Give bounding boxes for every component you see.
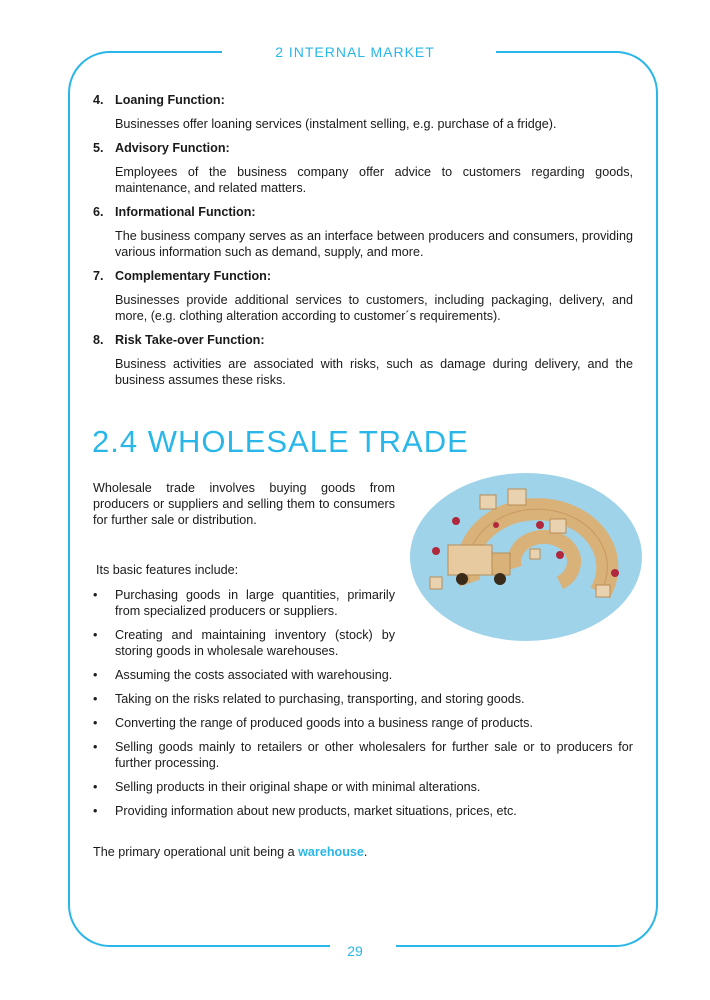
function-item xyxy=(93,332,633,388)
chapter-header: 2 INTERNAL MARKET xyxy=(275,44,435,60)
bullet-icon: • xyxy=(93,780,98,794)
functions-list xyxy=(93,92,633,396)
closing-sentence: The primary operational unit being a warehouse. xyxy=(93,845,368,859)
function-title: Loaning Function: xyxy=(115,93,225,107)
features-list xyxy=(93,587,633,827)
bullet-icon: • xyxy=(93,740,98,754)
section-intro: Wholesale trade involves buying goods from producers or suppliers and selling them to consumers for further sale or distribution. xyxy=(93,481,395,527)
list-item: • Converting the range of produced goods into a business range of products. xyxy=(93,716,533,730)
function-title: Informational Function: xyxy=(115,205,256,219)
function-number: 4. xyxy=(93,93,104,107)
function-text: Business activities are associated with risks, such as damage during delivery, and the business assumes these risks. xyxy=(115,357,633,387)
function-text: Businesses offer loaning services (instalment selling, e.g. purchase of a fridge). xyxy=(115,117,557,131)
function-text: Employees of the business company offer advice to customers regarding goods, maintenance, and related matters. xyxy=(115,165,633,195)
page-number: 29 xyxy=(347,943,363,959)
bullet-icon: • xyxy=(93,692,98,706)
function-title: Advisory Function: xyxy=(115,141,230,155)
section-title: 2.4 WHOLESALE TRADE xyxy=(92,424,469,459)
function-item xyxy=(93,204,633,260)
bullet-icon: • xyxy=(93,804,98,818)
list-item: • Purchasing goods in large quantities, primarily from specialized producers or suppliers. xyxy=(93,588,395,618)
list-item: • Taking on the risks related to purchasing, transporting, and storing goods. xyxy=(93,692,525,706)
list-item: • Selling products in their original shape or with minimal alterations. xyxy=(93,780,481,794)
function-number: 6. xyxy=(93,205,104,219)
list-item: • Assuming the costs associated with warehousing. xyxy=(93,668,393,682)
function-number: 8. xyxy=(93,333,104,347)
bullet-icon: • xyxy=(93,716,98,730)
features-label: Its basic features include: xyxy=(96,563,239,577)
function-number: 7. xyxy=(93,269,104,283)
function-title: Risk Take-over Function: xyxy=(115,333,265,347)
list-item: • Creating and maintaining inventory (stock) by storing goods in wholesale warehouses. xyxy=(93,628,395,658)
function-title: Complementary Function: xyxy=(115,269,272,283)
bullet-icon: • xyxy=(93,588,98,602)
function-item xyxy=(93,140,633,196)
function-text: The business company serves as an interface between producers and consumers, providing various information such as demand, supply, and more. xyxy=(115,229,633,259)
function-number: 5. xyxy=(93,141,104,155)
function-item xyxy=(93,268,633,324)
bullet-icon: • xyxy=(93,628,98,642)
function-item xyxy=(93,92,633,132)
function-text: Businesses provide additional services to customers, including packaging, delivery, and more, (e.g. clothing alteration according to customer´s requirements). xyxy=(115,293,633,323)
list-item: • Selling goods mainly to retailers or other wholesalers for further sale or to producers for further processing. xyxy=(93,740,633,770)
list-item: • Providing information about new products, market situations, prices, etc. xyxy=(93,804,517,818)
highlight-term: warehouse xyxy=(298,845,364,859)
bullet-icon: • xyxy=(93,668,98,682)
